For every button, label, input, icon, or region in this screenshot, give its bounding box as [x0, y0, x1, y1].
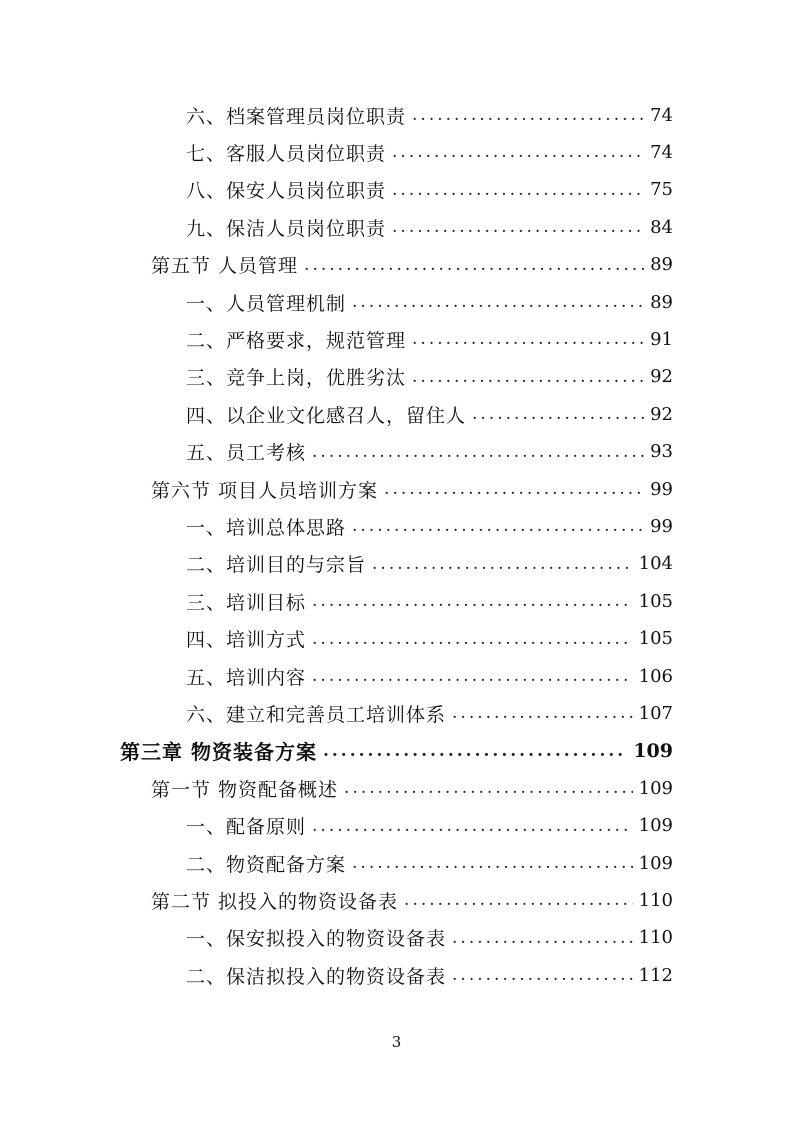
toc-dot-leader [392, 180, 644, 200]
toc-entry[interactable] [186, 960, 673, 990]
toc-entry[interactable] [186, 137, 673, 167]
toc-entry-page: 110 [638, 889, 673, 911]
toc-dot-leader [412, 105, 644, 125]
toc-entry-title: 第六节 项目人员培训方案 [151, 479, 379, 502]
toc-entry-page: 99 [650, 478, 673, 500]
toc-entry-title: 三、竞争上岗，优胜劣汰 [186, 367, 407, 390]
toc-dot-leader [312, 442, 644, 462]
toc-entry[interactable] [186, 175, 673, 205]
toc-entry-page: 109 [638, 815, 673, 837]
toc-entry-title: 第二节 拟投入的物资设备表 [151, 890, 399, 913]
page-number: 3 [391, 1033, 402, 1051]
toc-entry[interactable] [120, 736, 673, 766]
toc-entry-page: 84 [650, 216, 673, 238]
toc-entry-page: 92 [650, 366, 673, 388]
toc-entry-title: 第三章 物资装备方案 [120, 740, 317, 765]
toc-entry-title: 二、物资配备方案 [186, 853, 347, 876]
toc-dot-leader [372, 554, 633, 574]
toc-entry[interactable] [186, 549, 673, 579]
toc-dot-leader [323, 741, 627, 761]
toc-entry[interactable] [186, 624, 673, 654]
toc-dot-leader [384, 479, 644, 499]
toc-entry[interactable] [186, 212, 673, 242]
toc-entry[interactable] [186, 437, 673, 467]
toc-entry-title: 一、培训总体思路 [186, 516, 347, 539]
toc-dot-leader [312, 629, 633, 649]
toc-entry-page: 75 [650, 179, 673, 201]
toc-entry-page: 74 [650, 104, 673, 126]
toc-entry-title: 九、保洁人员岗位职责 [186, 217, 387, 240]
toc-entry-title: 六、建立和完善员工培训体系 [186, 703, 447, 726]
toc-entry-title: 二、保洁拟投入的物资设备表 [186, 965, 447, 988]
toc-entry[interactable] [186, 811, 673, 841]
toc-entry-page: 105 [638, 590, 673, 612]
toc-entry-title: 三、培训目标 [186, 591, 307, 614]
toc-entry-title: 二、严格要求，规范管理 [186, 329, 407, 352]
toc-entry-title: 六、档案管理员岗位职责 [186, 105, 407, 128]
toc-entry[interactable] [186, 848, 673, 878]
toc-entry[interactable] [186, 661, 673, 691]
toc-entry-page: 74 [650, 141, 673, 163]
toc-entry[interactable] [151, 885, 673, 915]
toc-entry[interactable] [186, 923, 673, 953]
toc-dot-leader [352, 516, 644, 536]
toc-entry[interactable] [186, 362, 673, 392]
toc-entry[interactable] [186, 287, 673, 317]
toc-dot-leader [304, 255, 644, 275]
toc-dot-leader [412, 329, 644, 349]
toc-entry[interactable] [151, 773, 673, 803]
toc-entry-title: 一、保安拟投入的物资设备表 [186, 928, 447, 951]
toc-entry-page: 109 [633, 739, 673, 762]
toc-entry[interactable] [186, 586, 673, 616]
toc-entry-page: 91 [650, 328, 673, 350]
toc-dot-leader [404, 890, 633, 910]
toc-entry-page: 106 [638, 665, 673, 687]
toc-entry-page: 99 [650, 515, 673, 537]
toc-entry-page: 112 [638, 964, 673, 986]
toc-entry-title: 七、客服人员岗位职责 [186, 142, 387, 165]
toc-entry-page: 107 [638, 702, 673, 724]
toc-dot-leader [352, 292, 644, 312]
toc-entry-page: 105 [638, 628, 673, 650]
toc-dot-leader [312, 816, 633, 836]
toc-entry[interactable] [186, 399, 673, 429]
toc-entry-title: 第五节 人员管理 [151, 255, 299, 278]
toc-dot-leader [452, 965, 633, 985]
toc-dot-leader [352, 853, 633, 873]
toc-entry-title: 八、保安人员岗位职责 [186, 180, 387, 203]
toc-entry-page: 89 [650, 291, 673, 313]
toc-entry[interactable] [151, 474, 673, 504]
toc-entry[interactable] [186, 100, 673, 130]
toc-dot-leader [472, 404, 644, 424]
toc-entry-title: 一、配备原则 [186, 816, 307, 839]
toc-entry-page: 93 [650, 441, 673, 463]
toc-entry[interactable] [151, 250, 673, 280]
toc-entry[interactable] [186, 324, 673, 354]
toc-entry-page: 109 [638, 852, 673, 874]
toc-entry-title: 四、以企业文化感召人，留住人 [186, 404, 467, 427]
toc-entry-page: 109 [638, 777, 673, 799]
toc-entry-page: 92 [650, 403, 673, 425]
toc-entry-page: 104 [638, 553, 673, 575]
toc-entry-title: 四、培训方式 [186, 629, 307, 652]
toc-entry-title: 五、培训内容 [186, 666, 307, 689]
toc-dot-leader [344, 778, 633, 798]
toc-dot-leader [312, 666, 633, 686]
toc-entry[interactable] [186, 511, 673, 541]
toc-entry-title: 一、人员管理机制 [186, 292, 347, 315]
toc-entry-title: 二、培训目的与宗旨 [186, 554, 367, 577]
toc-dot-leader [412, 367, 644, 387]
toc-dot-leader [452, 703, 633, 723]
toc-entry-title: 第一节 物资配备概述 [151, 778, 339, 801]
toc-entry-page: 110 [638, 927, 673, 949]
toc-entry[interactable] [186, 698, 673, 728]
toc-dot-leader [392, 142, 644, 162]
toc-dot-leader [452, 928, 633, 948]
toc-entry-page: 89 [650, 254, 673, 276]
toc-entry-title: 五、员工考核 [186, 442, 307, 465]
toc-dot-leader [392, 217, 644, 237]
toc-dot-leader [312, 591, 633, 611]
